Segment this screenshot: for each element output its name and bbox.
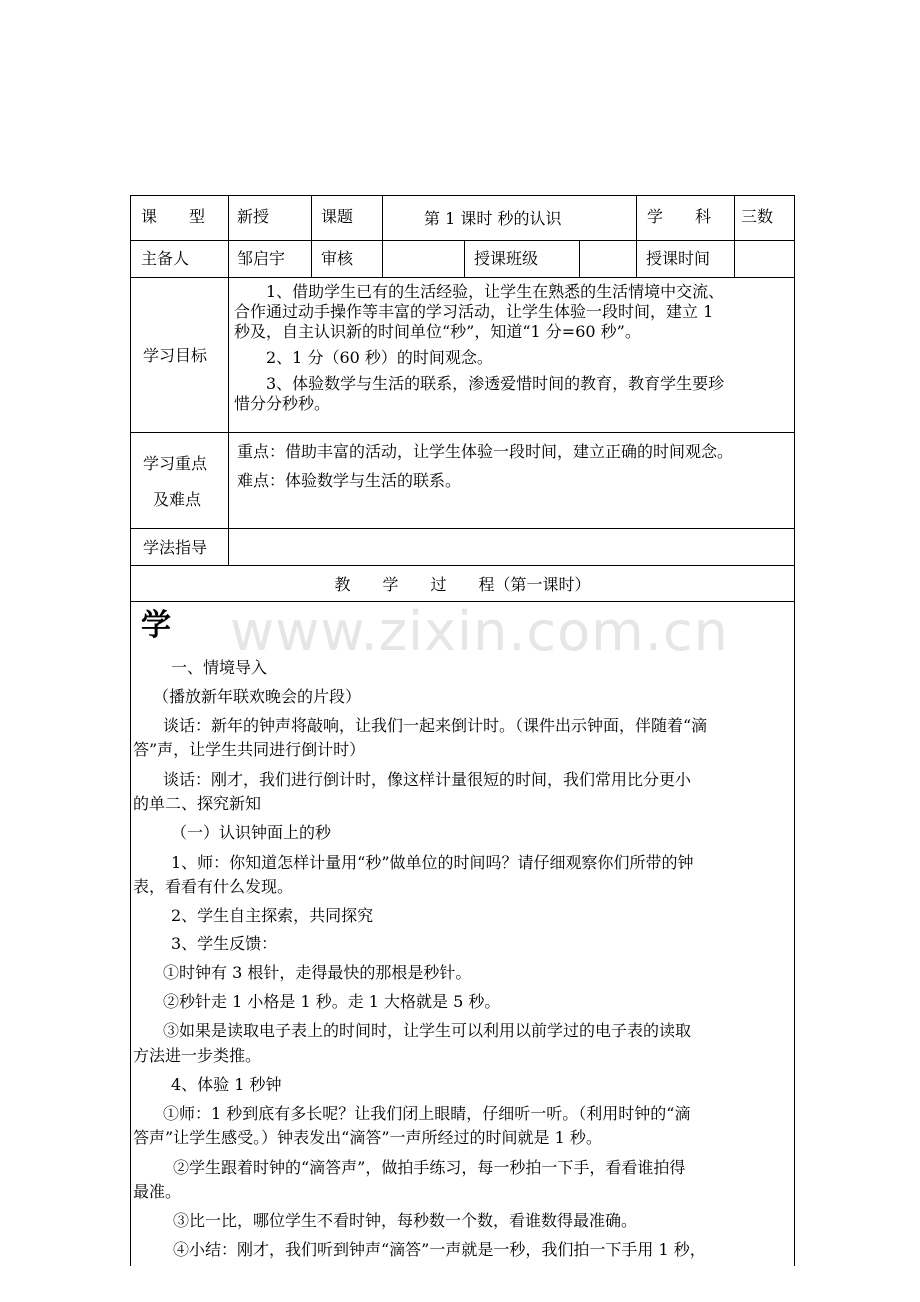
goal-line: 1、借助学生已有的生活经验，让学生在熟悉的生活情境中交流、 bbox=[266, 282, 725, 301]
process-line: ①师：1 秒到底有多长呢？让我们闭上眼睛，仔细听一听。（利用时钟的“滴 bbox=[163, 1104, 691, 1123]
process-line: 表，看看有什么发现。 bbox=[133, 877, 294, 896]
goal-line: 秒及，自主认识新的时间单位“秒”，知道“1 分=60 秒”。 bbox=[234, 322, 641, 341]
preparer-value: 邹启宇 bbox=[237, 249, 286, 268]
goal-line: 3、体验数学与生活的联系，渗透爱惜时间的教育，教育学生要珍 bbox=[266, 374, 725, 393]
process-title: 教 学 过 程（第一课时） bbox=[334, 575, 591, 594]
subject-label: 学 科 bbox=[647, 207, 712, 226]
method-label: 学法指导 bbox=[143, 538, 208, 557]
time-label: 授课时间 bbox=[646, 249, 711, 268]
key-focus: 重点：借助丰富的活动，让学生体验一段时间，建立正确的时间观念。 bbox=[237, 442, 734, 461]
process-line: 一、情境导入 bbox=[171, 658, 268, 677]
key-difficulty: 难点：体验数学与生活的联系。 bbox=[237, 471, 462, 490]
process-line: ②秒针走 1 小格是 1 秒。走 1 大格就是 5 秒。 bbox=[163, 992, 501, 1011]
process-line: 最准。 bbox=[133, 1182, 182, 1201]
goals-content bbox=[234, 282, 794, 414]
process-line: （播放新年联欢晚会的片段） bbox=[153, 687, 362, 706]
watermark: www.zixin.com.cn bbox=[230, 600, 729, 663]
key-label-a: 学习重点 bbox=[143, 454, 208, 473]
process-line: 3、学生反馈： bbox=[171, 934, 278, 953]
big-character: 学 bbox=[141, 608, 171, 643]
process-line: 谈话：刚才，我们进行倒计时，像这样计量很短的时间，我们常用比分更小 bbox=[163, 770, 692, 789]
process-line: 4、体验 1 秒钟 bbox=[171, 1075, 282, 1094]
subject-value: 三数 bbox=[741, 207, 774, 226]
process-line: ③如果是读取电子表上的时间时，让学生可以利用以前学过的电子表的读取 bbox=[163, 1021, 692, 1040]
preparer-label: 主备人 bbox=[141, 249, 190, 268]
key-label-b: 及难点 bbox=[153, 490, 202, 509]
goal-line: 合作通过动手操作等丰富的学习活动，让学生体验一段时间，建立 1 bbox=[234, 302, 714, 321]
topic-label: 课题 bbox=[321, 207, 354, 226]
lesson-plan-table bbox=[130, 195, 795, 1266]
goal-line: 2、1 分（60 秒）的时间观念。 bbox=[266, 348, 493, 367]
goals-label: 学习目标 bbox=[143, 346, 208, 365]
topic-value: 第 1 课时 秒的认识 bbox=[424, 209, 562, 228]
process-line: 2、学生自主探索，共同探究 bbox=[171, 906, 374, 925]
process-line: （一）认识钟面上的秒 bbox=[171, 823, 332, 842]
process-line: 答”声，让学生共同进行倒计时） bbox=[133, 740, 366, 759]
process-line: 答声”让学生感受。）钟表发出“滴答”一声所经过的时间就是 1 秒。 bbox=[133, 1128, 602, 1147]
process-line: ④小结：刚才，我们听到钟声“滴答”一声就是一秒，我们拍一下手用 1 秒， bbox=[173, 1240, 706, 1259]
process-line: 谈话：新年的钟声将敲响，让我们一起来倒计时。（课件出示钟面，伴随着“滴 bbox=[163, 716, 708, 735]
process-line: 1、师：你知道怎样计量用“秒”做单位的时间吗？请仔细观察你们所带的钟 bbox=[171, 853, 694, 872]
type-value: 新授 bbox=[237, 207, 270, 226]
review-label: 审核 bbox=[321, 249, 354, 268]
goal-line: 惜分分秒秒。 bbox=[234, 394, 331, 413]
process-line: ③比一比，哪位学生不看时钟，每秒数一个数，看谁数得最准确。 bbox=[173, 1211, 638, 1230]
process-line: 的单二、探究新知 bbox=[133, 794, 262, 813]
process-line: ①时钟有 3 根针，走得最快的那根是秒针。 bbox=[163, 963, 472, 982]
type-label: 课 型 bbox=[141, 207, 206, 226]
class-label: 授课班级 bbox=[474, 249, 539, 268]
process-line: ②学生跟着时钟的“滴答声”，做拍手练习，每一秒拍一下手，看看谁拍得 bbox=[173, 1158, 686, 1177]
process-line: 方法进一步类推。 bbox=[133, 1046, 262, 1065]
